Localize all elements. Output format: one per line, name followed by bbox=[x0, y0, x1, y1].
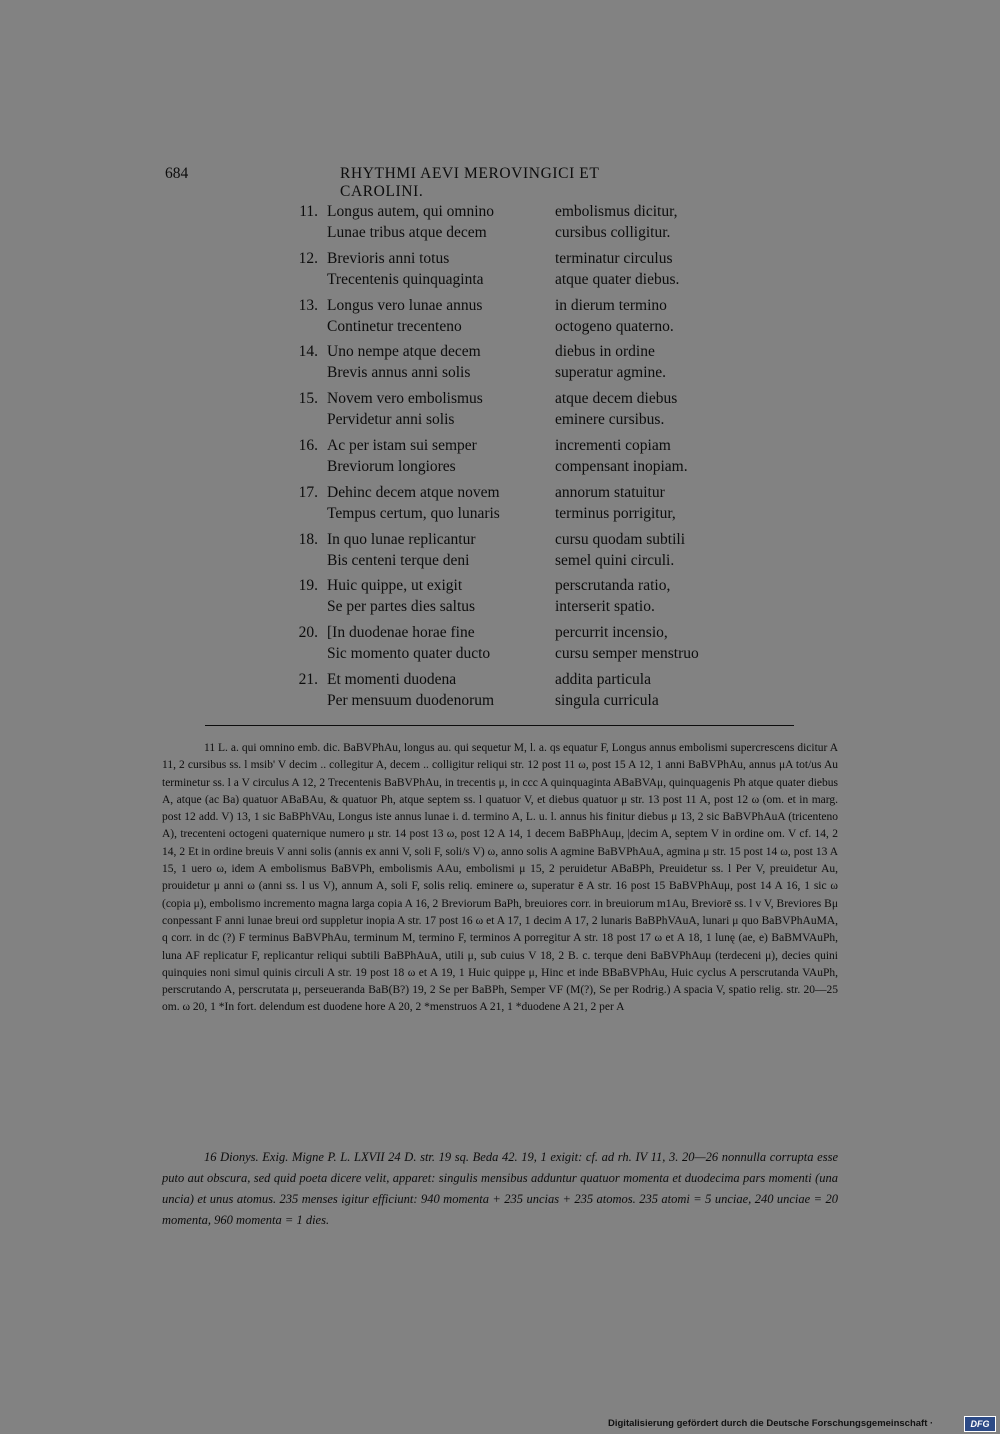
dfg-logo: DFG bbox=[964, 1416, 996, 1432]
verse-second-half: incrementi copiam bbox=[555, 436, 671, 454]
running-title: RHYTHMI AEVI MEROVINGICI ET CAROLINI. bbox=[340, 165, 600, 200]
verse-first-half: Brevis annus anni solis bbox=[327, 364, 471, 382]
critical-apparatus bbox=[162, 740, 838, 1017]
verse-first-half: Brevioris anni totus bbox=[327, 249, 450, 267]
verse-first-half: Longus autem, qui omnino bbox=[327, 203, 495, 220]
verse-first-half: Bis centeni terque deni bbox=[327, 551, 470, 569]
stanza bbox=[280, 295, 740, 342]
verse-second-half: interserit spatio. bbox=[555, 598, 655, 616]
verse-second-half: diebus in ordine bbox=[555, 343, 655, 361]
stanza-number: 14. bbox=[298, 343, 318, 361]
verse-second-half: cursu semper menstruo bbox=[555, 645, 699, 663]
verse-second-half: annorum statuitur bbox=[555, 483, 665, 501]
verse-first-half: Continetur trecenteno bbox=[327, 317, 462, 335]
stanza bbox=[280, 341, 740, 388]
source-notes-text: 16 Dionys. Exig. Migne P. L. LXVII 24 D. str. 19 sq. Beda 42. 19, 1 exigit: cf. ad rh. IV 11, 3. 20—26 nonnulla corrupta esse puto aut obscura, sed quid poeta dicere velit, apparet: singulis mensibus adduntur quatuor momenta et duodecima pars momenti (una uncia) et unus atomus. 235 menses igitur efficiunt: 940 momenta + 235 uncias + 235 atomos. 235 atomi = 5 unciae, 240 unciae = 20 momenta, 960 momenta = 1 dies. bbox=[162, 1150, 838, 1227]
verse-second-half: compensant inopiam. bbox=[555, 457, 688, 475]
stanza bbox=[280, 201, 740, 248]
verse-first-half: [In duodenae horae fine bbox=[327, 624, 475, 642]
stanza bbox=[280, 388, 740, 435]
verse-line bbox=[327, 645, 747, 666]
source-notes bbox=[162, 1147, 838, 1231]
verse-line bbox=[327, 390, 747, 411]
stanza-number: 15. bbox=[298, 390, 318, 408]
poem-stanzas bbox=[280, 201, 740, 716]
verse-line bbox=[327, 577, 747, 598]
verse-second-half: singula curricula bbox=[555, 691, 659, 709]
verse-first-half: In quo lunae replicantur bbox=[327, 530, 476, 548]
verse-second-half: in dierum termino bbox=[555, 296, 667, 314]
verse-line bbox=[327, 224, 747, 245]
verse-line bbox=[327, 271, 747, 292]
verse-second-half: addita particula bbox=[555, 670, 651, 688]
verse-first-half: Pervidetur anni solis bbox=[327, 411, 455, 429]
verse-first-half: Uno nempe atque decem bbox=[327, 343, 481, 361]
verse-first-half: Ac per istam sui semper bbox=[327, 436, 477, 454]
page-number: 684 bbox=[165, 165, 189, 182]
verse-line bbox=[327, 411, 747, 432]
verse-line bbox=[327, 692, 747, 713]
verse-second-half: atque quater diebus. bbox=[555, 270, 680, 288]
running-header bbox=[165, 165, 670, 200]
verse-first-half: Se per partes dies saltus bbox=[327, 598, 476, 616]
verse-line bbox=[327, 364, 747, 385]
stanza bbox=[280, 622, 740, 669]
apparatus-text: 11 L. a. qui omnino emb. dic. BaBVPhAu, longus au. qui sequetur M, l. a. qs equatur F, Longus annus embolismi supercrescens dicitur A 11, 2 cursibus ss. l msib' V decim .. collegitur A, decem .. colligitur reliqui str. 12 post 11 ω, post 15 A 12, 1 anni BaBVPhAu, annus μA tot/us Au terminetur ss. l a V circulus A 12, 2 Trecentenis BaBVPhAu, in trecentis μ, in ccc A quinquaginta ABaBVAμ, quinquagenis Ph atque quater diebus A, atque (ac Ba) quatuor ABaBAu, & quatuor Ph, atque septem ss. l quatuor V, et diebus quatuor μ str. 13 post 11 A, post 12 ω (om. et in marg. post 12 add. V) 13, 1 sic BaBPhVAu, Longus iste annus lunae i. d. termino A, L. u. l. annus his finitur diebus μ 13, 2 sic BaBVPhAuA (tricenteno A), trecenteni octogeni quaternique numero μ str. 14 post 13 ω, post 12 A 14, 1 decem BaBPhAuμ, |decim A, septem V in ordine om. V cf. 14, 2 14, 2 Et in ordine breuis V anni solis (annis ex anni V, soli F, soli/s V) ω, anno solis A agmine BaBVPhAuA, agmina μ str. 15 post 14 ω, post 13 A 15, 1 uero ω, idem A embolismus BaBVPh, embolismis AAu, embolismi μ 15, 2 peruidetur ABaBPh, Preuidetur ss. l Per V, preuidetur Au, prouidetur μ anni ω (anni ss. l us V), annum A, soli F, solis reliq. eminere ω, superatur ē A str. 16 post 15 BaBVPhAuμ, post 14 A 16, 1 sic ω (copia μ), embolismo incremento magna larga copia A 16, 2 Breviorum BaPh, breuiores corr. in breuiorum m1Au, Breviorē ss. l v V, Breviores Bμ conpessant F anni lunae breui ord suppletur inopia A str. 17 post 16 ω et A 17, 1 decim A 17, 2 lunaris BaBPhVAuA, lunari μ quo BaBVPhAuMA, q corr. in dc (?) F terminus BaBVPhAu, terminum M, termino F, terminos A porregitur A str. 18 post 17 ω et A 18, 1 lunę (ae, e) BaBMVAuPh, luna AF replicatur F, replicantur reliqui subtili BaBPhAuA, utili μ, sub cuius V 18, 2 B. c. terque deni BaBVPhAuμ (terdeceni μ), decies quini quinquies noni simul quinis circuli A str. 19 post 18 ω et A 19, 1 Huic quippe μ, Hinc et inde BBaBVPhAu, Huic cyclus A perscrutanda VAuPh, perscrutando A, perscrutata μ, perseueranda BaB(B?) 19, 2 Se per BaBPh, Semper VF (M(?), Se per Rodrig.) A spacia V, spatio relig. str. 20—25 om. ω 20, 1 *In fort. delendum est duodene hore A 20, 2 *menstruos A 21, 1 *duodene A 21, 2 per A bbox=[162, 742, 838, 1014]
verse-line bbox=[327, 203, 747, 224]
verse-second-half: cursu quodam subtili bbox=[555, 530, 686, 548]
verse-first-half: Lunae tribus atque decem bbox=[327, 224, 487, 241]
verse-line bbox=[327, 318, 747, 339]
verse-first-half: Sic momento quater ducto bbox=[327, 645, 491, 663]
verse-line bbox=[327, 624, 747, 645]
verse-line bbox=[327, 552, 747, 573]
verse-line bbox=[327, 531, 747, 552]
stanza bbox=[280, 529, 740, 576]
verse-line bbox=[327, 598, 747, 619]
verse-second-half: eminere cursibus. bbox=[555, 411, 665, 429]
verse-first-half: Huic quippe, ut exigit bbox=[327, 577, 463, 595]
stanza-number: 16. bbox=[298, 436, 318, 454]
verse-first-half: Et momenti duodena bbox=[327, 670, 457, 688]
stanza-number: 17. bbox=[298, 483, 318, 501]
stanza-number: 11. bbox=[299, 203, 318, 220]
stanza-number: 12. bbox=[298, 249, 318, 267]
verse-second-half: terminus porrigitur, bbox=[555, 504, 676, 522]
verse-line bbox=[327, 671, 747, 692]
stanza-number: 18. bbox=[298, 530, 318, 548]
verse-second-half: cursibus colligitur. bbox=[555, 224, 671, 241]
credit-text: Digitalisierung gefördert durch die Deutsche Forschungsgemeinschaft · bbox=[608, 1418, 934, 1429]
stanza-number: 19. bbox=[298, 577, 318, 595]
footnote-rule bbox=[205, 725, 794, 726]
verse-line bbox=[327, 250, 747, 271]
verse-first-half: Breviorum longiores bbox=[327, 457, 456, 475]
verse-line bbox=[327, 484, 747, 505]
stanza-number: 13. bbox=[298, 296, 318, 314]
verse-second-half: octogeno quaterno. bbox=[555, 317, 674, 335]
verse-line bbox=[327, 505, 747, 526]
stanza-number: 21. bbox=[298, 670, 318, 688]
verse-second-half: terminatur circulus bbox=[555, 249, 673, 267]
verse-first-half: Trecentenis quinquaginta bbox=[327, 270, 484, 288]
stanza bbox=[280, 248, 740, 295]
verse-second-half: percurrit incensio, bbox=[555, 624, 668, 642]
verse-first-half: Per mensuum duodenorum bbox=[327, 691, 495, 709]
verse-line bbox=[327, 437, 747, 458]
stanza bbox=[280, 435, 740, 482]
verse-first-half: Novem vero embolismus bbox=[327, 390, 483, 408]
verse-second-half: perscrutanda ratio, bbox=[555, 577, 671, 595]
verse-line bbox=[327, 297, 747, 318]
verse-first-half: Dehinc decem atque novem bbox=[327, 483, 500, 501]
stanza bbox=[280, 669, 740, 716]
stanza bbox=[280, 482, 740, 529]
verse-second-half: superatur agmine. bbox=[555, 364, 667, 382]
verse-line bbox=[327, 458, 747, 479]
verse-second-half: atque decem diebus bbox=[555, 390, 678, 408]
verse-second-half: embolismus dicitur, bbox=[555, 203, 678, 220]
stanza bbox=[280, 575, 740, 622]
stanza-number: 20. bbox=[298, 624, 318, 642]
verse-second-half: semel quini circuli. bbox=[555, 551, 675, 569]
verse-line bbox=[327, 343, 747, 364]
verse-first-half: Tempus certum, quo lunaris bbox=[327, 504, 500, 522]
verse-first-half: Longus vero lunae annus bbox=[327, 296, 483, 314]
